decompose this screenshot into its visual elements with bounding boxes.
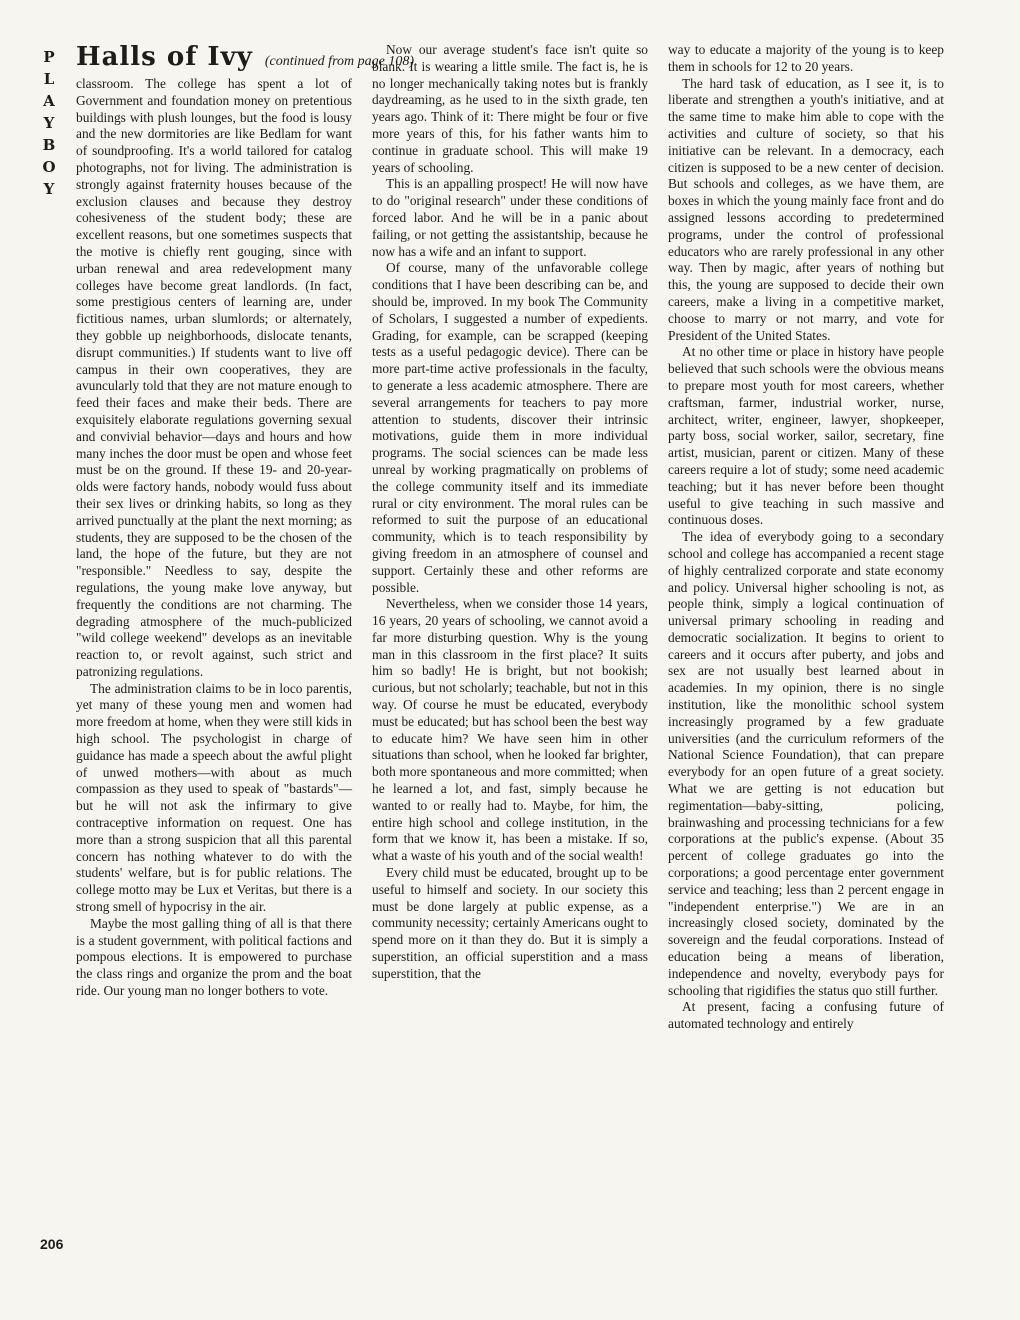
masthead-letter: Y <box>43 180 55 198</box>
paragraph: Of course, many of the unfavorable college conditions that I have been describing can be, and should be, improved. In my book The Community of Scholars, I suggested a number of expedients. Grading, for example, can be scrapped (keeping tests as a useful pedagogic device). There can be more part-time active professionals in the faculty, to generate a less academic atmosphere. There are several arrangements for teachers to pay more attention to students, discover their intrinsic motivations, guide them in more individual programs. The social sciences can be made less unreal by working pragmatically on problems of the college community itself and its immediate rural or city environment. The moral rules can be reformed to suit the purpose of an educational community, which is to teach responsibility by giving freedom in an atmosphere of counsel and support. Certainly these and other reforms are possible. <box>372 260 648 595</box>
paragraph: This is an appalling prospect! He will now have to do "original research" under these conditions of forced labor. And he will be in a panic about failing, or not getting the assistantship, because he now has a wife and an infant to support. <box>372 176 648 259</box>
paragraph: way to educate a majority of the young is to keep them in schools for 12 to 20 years. <box>668 42 944 74</box>
paragraph: The administration claims to be in loco parentis, yet many of these young men and women had more freedom at home, when they were still kids in high school. The psychologist in charge of guidance has made a speech about the awful plight of unwed mothers—with about as much compassion as they used to speak of "bastards"—but he will not ask the infirmary to give contraceptive information on request. One has more than a strong suspicion that all this parental concern has nothing whatever to do with the students' welfare, but is for public relations. The college motto may be Lux et Veritas, but there is a strong smell of hypocrisy in the air. <box>76 680 352 915</box>
paragraph: Now our average student's face isn't quite so blank. It is wearing a little smile. The fact is, he is no longer mechanically taking notes but is frankly daydreaming, as he used to in the sixth grade, ten years ago. Think of it: There might be four or five more years of this, for his father wants him to continue in graduate school. This will make 19 years of schooling. <box>372 42 648 175</box>
page-number: 206 <box>40 1236 64 1252</box>
text-column-2 <box>372 42 648 983</box>
paragraph: Nevertheless, when we consider those 14 years, 16 years, 20 years of schooling, we cannot avoid a far more disturbing question. Why is the young man in this classroom in the first place? It suits him so badly! He is bright, but not bookish; curious, but not scholarly; teachable, but not in this way. Of course he must be educated, everybody must be educated; but has school been the best way to educate him? We have seen him in other situations than school, when he looked far brighter, both more spontaneous and more committed; when he learned a lot, and fast, simply because he wanted to or really had to. Maybe, for him, the entire high school and college institution, in the form that we know it, has been a mistake. If so, what a waste of his youth and of the social wealth! <box>372 596 648 864</box>
paragraph: Maybe the most galling thing of all is that there is a student government, with political factions and pompous elections. It is empowered to purchase the class rings and organize the prom and the boat ride. Our young man no longer bothers to vote. <box>76 915 352 999</box>
paragraph: Every child must be educated, brought up to be useful to himself and society. In our society this must be done largely at public expense, as a community necessity; certainly Americans ought to spend more on it than they do. But it is simply a superstition, an official superstition and a mass superstition, that the <box>372 865 648 981</box>
masthead-letter: O <box>42 158 56 176</box>
masthead-letter: P <box>43 48 55 66</box>
text-column-3 <box>668 42 944 1033</box>
article-title: Halls of Ivy <box>76 42 253 72</box>
masthead-letter: Y <box>43 114 55 132</box>
continued-note: (continued from page 108) <box>264 54 414 69</box>
paragraph: The hard task of education, as I see it, is to liberate and strengthen a youth's initiative, and at the same time to make him able to cope with the activities and culture of society, so that his initiative can be relevant. In a democracy, each citizen is supposed to be a new center of decision. But schools and colleges, as we have them, are boxes in which the young mainly face front and do assigned lessons according to predetermined programs, under the control of professional educators who are rarely professional in any other way. Then by magic, after years of nothing but this, the young are supposed to decide their own careers, make a living in a competitive market, choose to marry or not marry, and vote for President of the United States. <box>668 75 944 343</box>
side-masthead <box>40 46 58 200</box>
paragraph: classroom. The college has spent a lot of Government and foundation money on pretentious buildings with plush lounges, but the food is lousy and the new dormitories are like Bedlam for want of soundproofing. It's a world tailored for catalog photographs, not for living. The administration is strongly against fraternity houses because of the exclusion clauses and because they destroy cohesiveness of the student body; these are excellent reasons, but one sometimes suspects that the motive is chiefly rent gouging, since with urban renewal and area redevelopment many colleges have become great landlords. (In fact, some prestigious centers of learning are, under fictitious names, urban slumlords; or alternately, they gobble up neighborhoods, dislocate tenants, disrupt communities.) If students want to live off campus in their own cooperatives, they are avuncularly told that they are not mature enough to feed their faces and make their beds. There are exquisitely elaborate regulations governing sexual and convivial behavior—days and hours and how many inches the door must be open and whose feet must be on the ground. If these 19- and 20-year-olds were factory hands, nobody would fuss about their sex lives or drinking habits, so long as they arrived punctually at the plant the next morning; as students, they are supposed to be the chosen of the land, the hope of the future, but they are not "responsible." Needless to say, despite the regulations, the young make love anyway, but frequently the conditions are not charming. The degrading atmosphere of the much-publicized "wild college weekend" develops as an inevitable reaction to, or revolt against, such strict and patronizing regulations. <box>76 76 352 679</box>
paragraph: At present, facing a confusing future of automated technology and entirely <box>668 999 944 1032</box>
paragraph: The idea of everybody going to a secondary school and college has accompanied a recent stage of highly centralized corporate and state economy and policy. Universal higher schooling is not, as people think, simply a logical continuation of universal primary schooling in reading and democratic socialization. It begins to orient to careers and it occurs after puberty, and jobs and sex are not usually best learned about in academies. In my opinion, there is no single institution, like the monolithic school system increasingly programed by a few graduate universities (and the curriculum reformers of the National Science Foundation), that can prepare everybody for an open future of a great society. What we are getting is not education but regimentation—baby-sitting, policing, brainwashing and processing technicians for a few corporations at the public's expense. (About 35 percent of college graduates go into the corporations; a good percentage enter government service and teaching; less than 2 percent engage in "independent enterprise.") We are in an increasingly closed society, dominated by the sovereign and the feudal corporations. Instead of education being a means of liberation, independence and novelty, everybody pays for schooling that rigidifies the status quo still further. <box>668 529 944 998</box>
masthead-letter: L <box>43 70 55 88</box>
masthead-letter: A <box>43 92 55 110</box>
paragraph: At no other time or place in history have people believed that such schools were the obvious means to prepare most youth for most careers, whether craftsman, farmer, industrial worker, nurse, architect, writer, engineer, lawyer, shopkeeper, party boss, social worker, sailor, secretary, fine artist, musician, parent or citizen. Many of these careers require a lot of study; some need academic teaching; but it has never before been thought useful to give teaching in such massive and continuous doses. <box>668 344 944 528</box>
masthead-letter: B <box>42 136 56 154</box>
article-header <box>76 42 414 72</box>
text-column-1 <box>76 76 352 1000</box>
